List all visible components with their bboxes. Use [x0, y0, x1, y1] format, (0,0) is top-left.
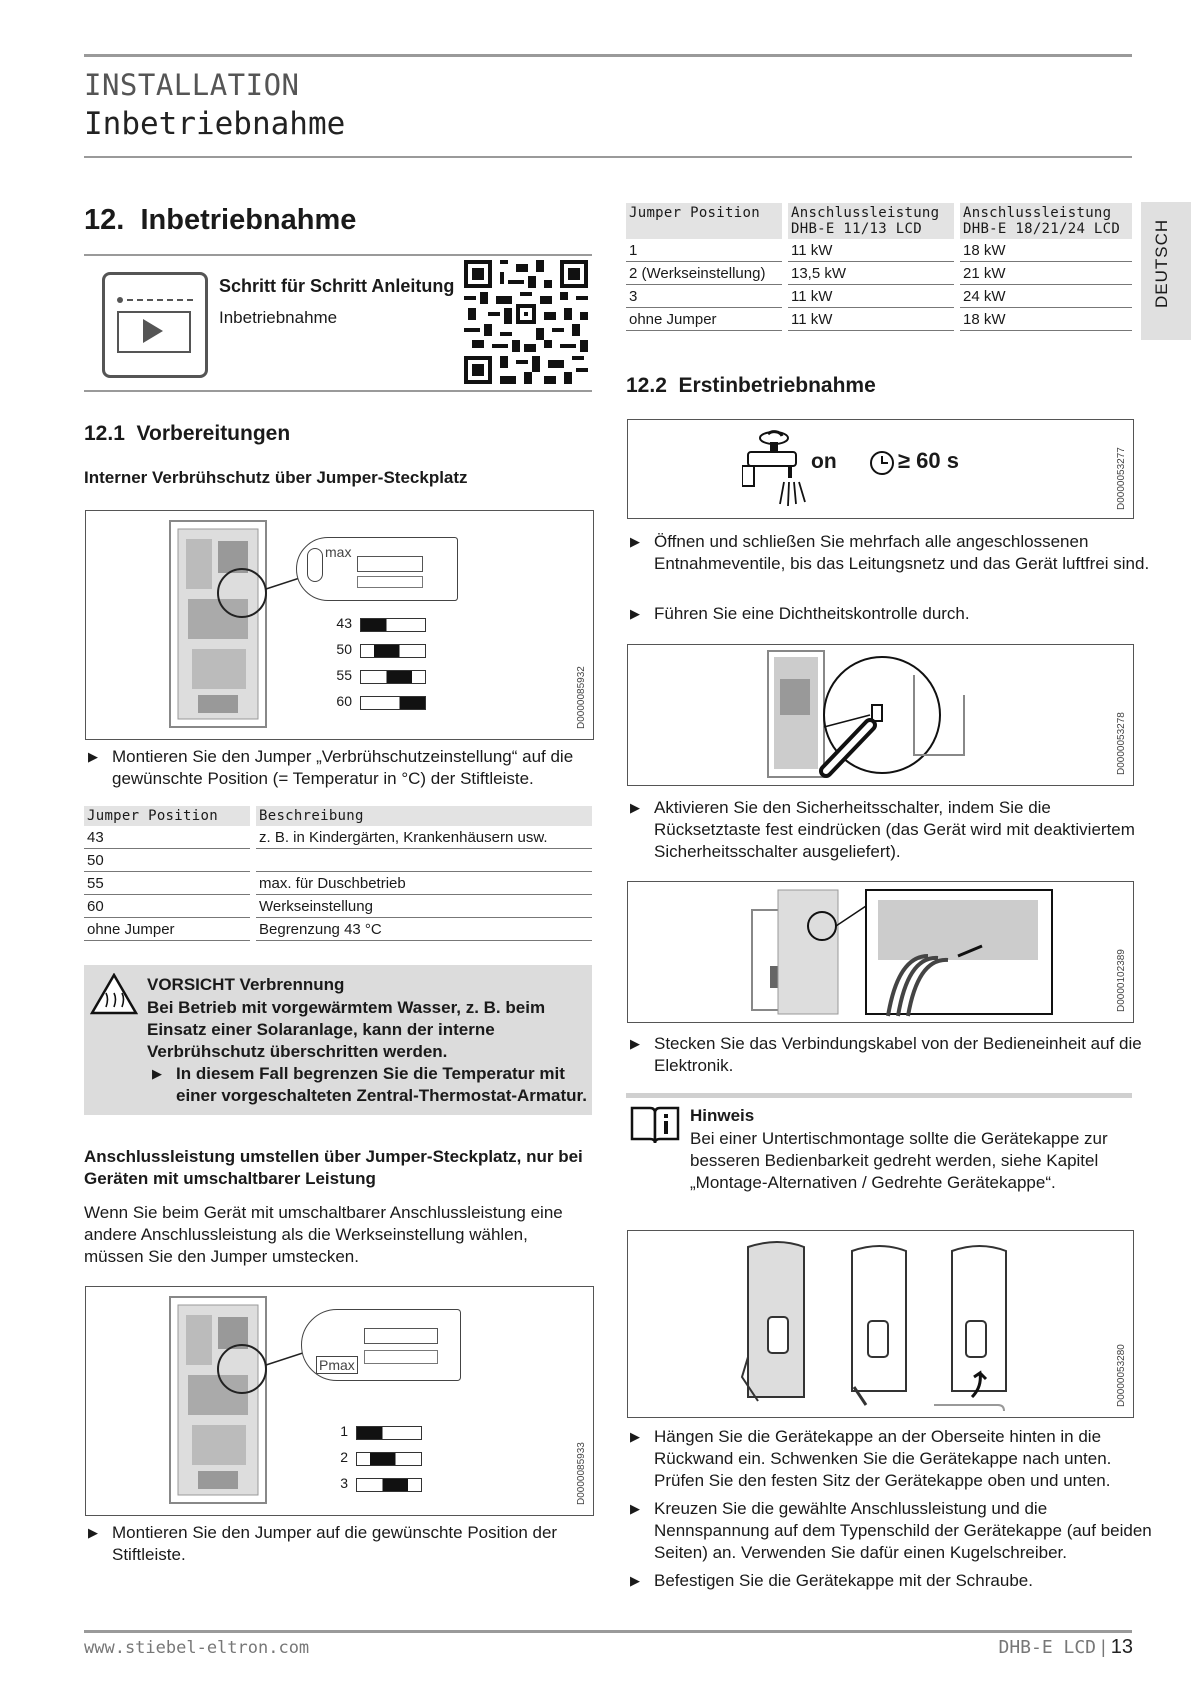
- warning-title: VORSICHT Verbrennung: [147, 975, 345, 994]
- power-table: [626, 203, 1132, 331]
- jumper-row-label: 55: [336, 667, 352, 683]
- language-tab-label: DEUTSCH: [1152, 218, 1171, 308]
- step-connect-cable: ▶ Stecken Sie das Verbindungskabel von der Bedieneinheit auf die Elektronik.: [630, 1033, 1152, 1077]
- table-header: Anschlussleistung DHB-E 18/21/24 LCD: [957, 203, 1132, 239]
- table-row: 55 max. für Duschbetrieb: [84, 872, 592, 895]
- clock-icon: [870, 451, 894, 475]
- qr-code[interactable]: [464, 260, 588, 384]
- warning-body: Bei Betrieb mit vorgewärmtem Wasser, z. B. beim Einsatz einer Solaranlage, kann der interne Verbrühschutz überschritten werden.: [147, 998, 546, 1061]
- figure-id: D0000053277: [1116, 447, 1127, 510]
- video-box-top-rule: [84, 254, 592, 256]
- footer-rule: [84, 1630, 1132, 1633]
- table-row: 2 (Werkseinstellung) 13,5 kW 21 kW: [626, 262, 1132, 285]
- step-fasten-screw: ▶ Befestigen Sie die Gerätekappe mit der Schraube.: [630, 1570, 1152, 1592]
- reset-illustration: [764, 649, 1004, 781]
- figure-id: D0000102389: [1116, 949, 1127, 1012]
- figure-connect-cable: [627, 881, 1134, 1023]
- tap-on-label: on: [811, 450, 837, 473]
- table-header: Jumper Position: [626, 203, 785, 239]
- step-hang-cover: ▶ Hängen Sie die Gerätekappe an der Oberseite hinten in die Rückwand ein. Schwenken Sie die Gerätekappe nach unten. Prüfen Sie den festen Sitz der Gerätekappe oben und unten.: [630, 1426, 1152, 1492]
- jumper-detail-callout: [296, 537, 458, 601]
- video-box-bottom-rule: [84, 390, 592, 392]
- jumper-row-label: 50: [336, 641, 352, 657]
- video-box-subtitle: Inbetriebnahme: [219, 308, 338, 327]
- footer-separator: |: [1101, 1637, 1106, 1657]
- table-row: 3 11 kW 24 kW: [626, 285, 1132, 308]
- table-header: Jumper Position: [84, 806, 253, 826]
- warning-icon: [90, 973, 138, 1015]
- jumper-row-label: 3: [340, 1475, 348, 1491]
- step-open-valves: ▶ Öffnen und schließen Sie mehrfach alle angeschlossenen Entnahmeventile, bis das Leitungsnetz und das Gerät luftfrei sind.: [630, 531, 1152, 575]
- jumper-row-label: 43: [336, 615, 352, 631]
- duration-label: ≥ 60 s: [898, 448, 960, 473]
- jumper-row-graphic: [360, 644, 426, 658]
- jumper-temperature-table: [84, 806, 592, 941]
- step-mount-jumper-temperature: ▶ Montieren Sie den Jumper „Verbrühschutzeinstellung“ auf die gewünschte Position (= Temperatur in °C) der Stiftleiste.: [88, 746, 612, 790]
- table-row: 1 11 kW 18 kW: [626, 239, 1132, 262]
- jumper-row-graphic: [356, 1426, 422, 1440]
- jumper-row-graphic: [360, 696, 426, 710]
- jumper-row-graphic: [356, 1478, 422, 1492]
- warning-box: [84, 965, 592, 1115]
- header-subtitle: Inbetriebnahme: [84, 106, 346, 142]
- hint-top-rule: [626, 1093, 1132, 1098]
- hint-title: Hinweis: [690, 1106, 755, 1125]
- step-leak-check: ▶ Führen Sie eine Dichtheitskontrolle durch.: [630, 603, 1152, 625]
- table-header: Anschlussleistung DHB-E 11/13 LCD: [785, 203, 957, 239]
- water-tap-icon: [742, 426, 812, 510]
- section-12-1-title: 12.1 Vorbereitungen: [84, 422, 291, 445]
- figure-id: D0000085932: [576, 666, 587, 729]
- header-bottom-rule: [84, 156, 1132, 158]
- jumper-row-graphic: [360, 618, 426, 632]
- pmax-label: Pmax: [316, 1356, 358, 1374]
- table-row: 60 Werkseinstellung: [84, 895, 592, 918]
- header-section: INSTALLATION: [84, 68, 300, 102]
- table-row: 43 z. B. in Kindergärten, Krankenhäusern usw.: [84, 826, 592, 849]
- jumper-detail-callout: [301, 1309, 461, 1381]
- figure-tap-open: [627, 419, 1134, 519]
- step-activate-safety-switch: ▶ Aktivieren Sie den Sicherheitsschalter, indem Sie die Rücksetztaste fest eindrücken (das Gerät wird mit deaktiviertem Sicherheitsschalter ausgeliefert).: [630, 797, 1152, 863]
- paragraph-anschlussleistung: Wenn Sie beim Gerät mit umschaltbarer Anschlussleistung eine andere Anschlussleistung als die Werkseinstellung wählen, müssen Sie den Jumper umstecken.: [84, 1203, 563, 1266]
- video-icon[interactable]: [102, 272, 208, 378]
- footer-model: DHB-E LCD: [998, 1637, 1097, 1658]
- header-top-rule: [84, 54, 1132, 57]
- figure-jumper-power: [85, 1286, 594, 1516]
- footer-url[interactable]: www.stiebel-eltron.com: [84, 1638, 310, 1658]
- figure-id: D0000085933: [576, 1442, 587, 1505]
- footer-page-number: 13: [1110, 1636, 1133, 1658]
- info-book-icon: [630, 1104, 680, 1146]
- footer-page-info: [998, 1636, 1133, 1659]
- section-12-2-title: 12.2 Erstinbetriebnahme: [626, 374, 876, 397]
- table-row: ohne Jumper Begrenzung 43 °C: [84, 918, 592, 941]
- jumper-row-label: 1: [340, 1423, 348, 1439]
- figure-reset-button: [627, 644, 1134, 786]
- table-row: ohne Jumper 11 kW 18 kW: [626, 308, 1132, 331]
- step-mount-jumper-power: ▶ Montieren Sie den Jumper auf die gewünschte Position der Stiftleiste.: [88, 1522, 612, 1566]
- table-row: 50: [84, 849, 592, 872]
- step-mark-nameplate: ▶ Kreuzen Sie die gewählte Anschlussleistung und die Nennspannung auf dem Typenschild der Gerätekappe (auf beiden Seiten) an. Verwenden Sie dafür einen Kugelschreiber.: [630, 1498, 1152, 1564]
- max-label: max: [325, 544, 352, 560]
- subheading-anschlussleistung: Anschlussleistung umstellen über Jumper-Steckplatz, nur bei Geräten mit umschaltbarer Leistung: [84, 1147, 583, 1188]
- table-header: Beschreibung: [253, 806, 592, 826]
- figure-jumper-temperature: [85, 510, 594, 740]
- figure-id: D0000053278: [1116, 712, 1127, 775]
- cable-illustration: [748, 886, 1068, 1018]
- subheading-verbruehschutz: Interner Verbrühschutz über Jumper-Steckplatz: [84, 468, 468, 487]
- chapter-title: 12. Inbetriebnahme: [84, 204, 357, 236]
- hint-body: Bei einer Untertischmontage sollte die Gerätekappe zur besseren Bedienbarkeit gedreht werden, siehe Kapitel „Montage-Alternativen / Gedrehte Gerätekappe“.: [690, 1129, 1108, 1192]
- warning-step: ▶ In diesem Fall begrenzen Sie die Temperatur mit einer vorgeschalteten Zentral-Thermostat-Armatur.: [152, 1063, 588, 1107]
- cover-illustration: [738, 1237, 1038, 1413]
- jumper-row-graphic: [360, 670, 426, 684]
- figure-cover-mount: [627, 1230, 1134, 1418]
- video-box-title: Schritt für Schritt Anleitung: [219, 276, 455, 296]
- jumper-row-label: 2: [340, 1449, 348, 1465]
- jumper-row-graphic: [356, 1452, 422, 1466]
- jumper-row-label: 60: [336, 693, 352, 709]
- figure-id: D0000053280: [1116, 1344, 1127, 1407]
